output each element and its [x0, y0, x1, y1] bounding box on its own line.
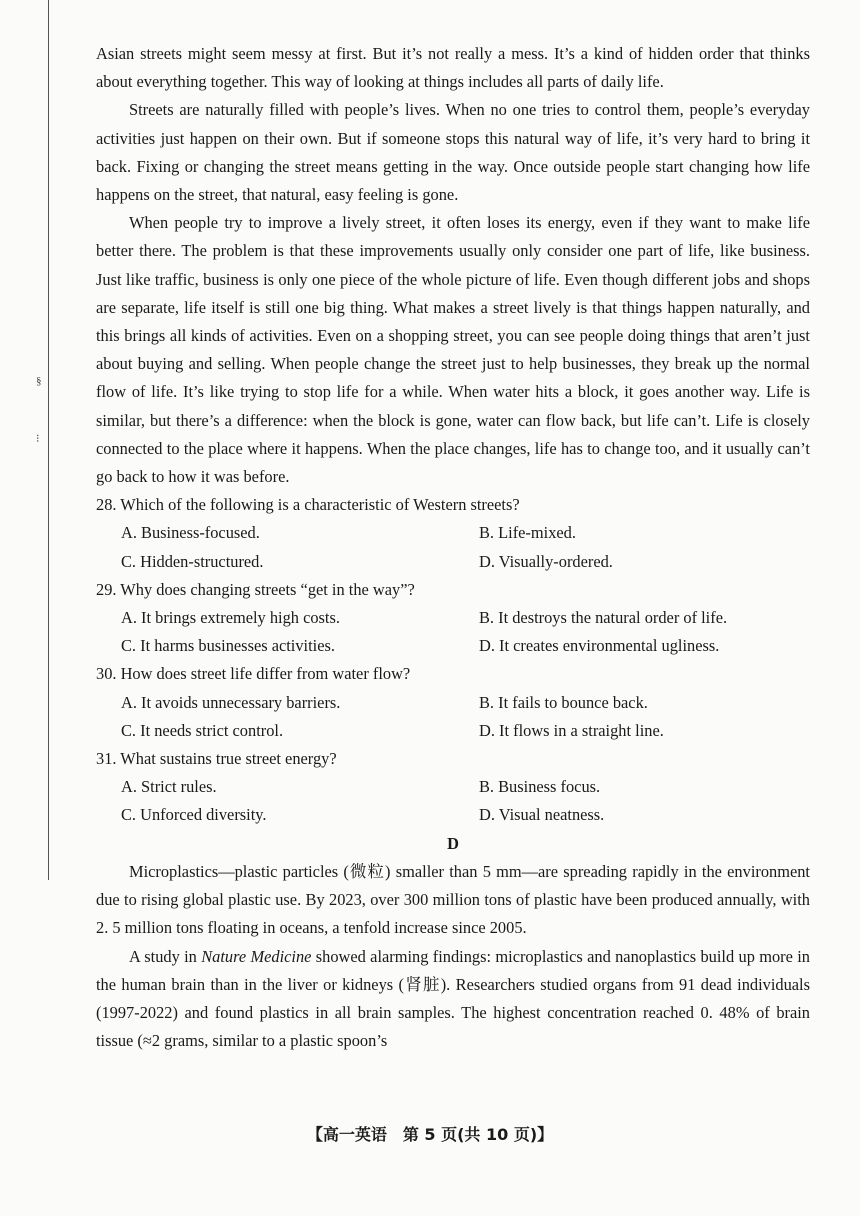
binding-margin-line	[48, 0, 49, 880]
question-options	[96, 604, 810, 660]
question-28	[96, 491, 810, 576]
option-c[interactable]: C. It harms businesses activities.	[121, 636, 335, 656]
option-a[interactable]: A. It avoids unnecessary barriers.	[121, 692, 341, 712]
margin-mark-top: §	[36, 375, 42, 387]
option-d[interactable]: D. Visually-ordered.	[479, 551, 613, 571]
question-30	[96, 660, 810, 745]
passage-d-paragraph	[96, 943, 810, 1056]
question-options	[96, 773, 810, 829]
option-d[interactable]: D. Visual neatness.	[479, 805, 605, 825]
question-text: 30. How does street life differ from water flow?	[96, 664, 411, 684]
section-letter: D	[447, 833, 459, 853]
option-a[interactable]: A. Business-focused.	[121, 523, 260, 543]
option-b[interactable]: B. Business focus.	[479, 777, 601, 797]
option-a[interactable]: A. It brings extremely high costs.	[121, 608, 340, 628]
option-d[interactable]: D. It creates environmental ugliness.	[479, 636, 720, 656]
option-d[interactable]: D. It flows in a straight line.	[479, 720, 664, 740]
margin-mark-bottom: ⁝	[36, 433, 40, 445]
passage-c-paragraph: Asian streets might seem messy at first. But it’s not really a mess. It’s a kind of hidden order that thinks about everything together. This way of looking at things includes all parts of daily life.	[96, 44, 810, 92]
question-text: 29. Why does changing streets “get in the way”?	[96, 579, 415, 599]
question-text: 28. Which of the following is a characteristic of Western streets?	[96, 495, 520, 515]
journal-title: Nature Medicine	[201, 946, 312, 966]
passage-d-text: A study in	[129, 946, 202, 966]
page-footer: 【高一英语 第 5 页(共 10 页)】	[306, 1125, 554, 1144]
question-options	[96, 689, 810, 745]
passage-d-paragraph: Microplastics—plastic particles (微粒) smaller than 5 mm—are spreading rapidly in the environment due to rising global plastic use. By 2023, over 300 million tons of plastic have been produced annually, with 2. 5 million tons floating in oceans, a tenfold increase since 2005.	[96, 861, 810, 938]
option-c[interactable]: C. Hidden-structured.	[121, 551, 264, 571]
passage-c-paragraph: When people try to improve a lively street, it often loses its energy, even if they want to make life better there. The problem is that these improvements usually only consider one part of life, like business. Just like traffic, business is only one piece of the whole picture of life. Even though different jobs and shops are separate, life itself is still one big thing. What makes a street lively is that things happen naturally, and this brings all kinds of activities. Even on a shopping street, you can see people doing things that aren’t just about buying and selling. When people change the street just to help businesses, they break up the normal flow of life. It’s like trying to stop life for a while. When water hits a block, it goes another way. Life is similar, but there’s a difference: when the block is gone, water can flow back, but life can’t. Life is closely connected to the place where it happens. When the place changes, life has to change too, and it usually can’t go back to how it was before.	[96, 213, 810, 487]
option-b[interactable]: B. It fails to bounce back.	[479, 692, 648, 712]
option-b[interactable]: B. It destroys the natural order of life.	[479, 608, 728, 628]
question-29	[96, 576, 810, 661]
option-c[interactable]: C. It needs strict control.	[121, 720, 284, 740]
page-content	[96, 40, 810, 1055]
passage-c-paragraph: Streets are naturally filled with people’s lives. When no one tries to control them, people’s everyday activities just happen on their own. But if someone stops this natural way of life, it’s very hard to bring it back. Fixing or changing the street means getting in the way. Once outside people start changing how life happens on the street, that natural, easy feeling is gone.	[96, 100, 810, 205]
passage-d-text: showed alarming findings: microplastics and nanoplastics build up more in the human brain than in the liver or kidneys (肾脏). Researchers studied organs from 91 dead individuals (1997-2022) and found plastics in all brain samples. The highest concentration reached 0. 48% of brain tissue (≈2 grams, similar to a plastic spoon’s	[96, 946, 810, 1051]
question-text: 31. What sustains true street energy?	[96, 749, 337, 769]
question-31	[96, 745, 810, 830]
question-options	[96, 519, 810, 575]
option-c[interactable]: C. Unforced diversity.	[121, 805, 267, 825]
option-b[interactable]: B. Life-mixed.	[479, 523, 576, 543]
option-a[interactable]: A. Strict rules.	[121, 777, 217, 797]
